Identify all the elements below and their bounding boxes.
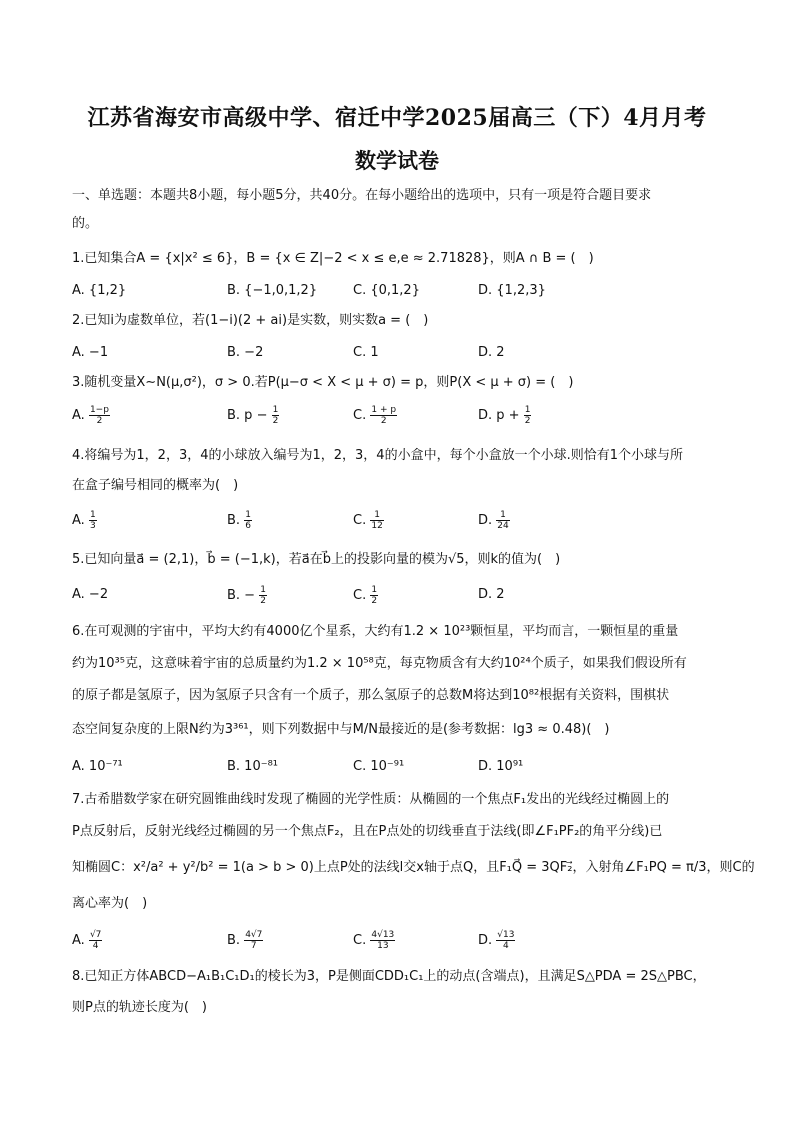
option-label: A. bbox=[72, 933, 85, 948]
question-5-stem: 5.已知向量a⃗ = (2,1)，b⃗ = (−1,k)，若a⃗在b⃗上的投影向量的模为√5，则k的值为( ) bbox=[72, 552, 561, 567]
fraction bbox=[272, 405, 280, 426]
fraction bbox=[89, 510, 97, 531]
page-subtitle: 数学试卷 bbox=[355, 148, 439, 173]
question-6-option-d: D. 10⁹¹ bbox=[478, 759, 524, 774]
option-label: B. p − bbox=[227, 408, 268, 423]
numerator: 4√7 bbox=[245, 930, 263, 940]
denominator: 4 bbox=[503, 941, 509, 951]
fraction bbox=[370, 585, 378, 606]
fraction bbox=[496, 930, 515, 951]
question-1-option-a: A. {1,2} bbox=[72, 283, 127, 298]
numerator: 1 + p bbox=[371, 405, 397, 415]
numerator: 1 bbox=[370, 510, 383, 521]
denominator: 24 bbox=[497, 521, 509, 531]
fraction bbox=[259, 585, 267, 606]
numerator: 1−p bbox=[89, 405, 109, 415]
option-label: B. bbox=[227, 513, 241, 528]
fraction bbox=[370, 510, 383, 531]
question-6-stem-line1: 6.在可观测的宇宙中，平均大约有4000亿个星系，大约有1.2 × 10²³颗恒星，平均而言，一颗恒星的重量 bbox=[72, 624, 679, 639]
fraction bbox=[89, 930, 102, 951]
denominator: 3 bbox=[89, 521, 96, 531]
question-7-stem-line1: 7.古希腊数学家在研究圆锥曲线时发现了椭圆的光学性质：从椭圆的一个焦点F₁发出的光线经过椭圆上的 bbox=[72, 792, 670, 807]
question-5-option-c bbox=[353, 585, 378, 606]
option-label: C. bbox=[353, 588, 367, 603]
question-1-option-d: D. {1,2,3} bbox=[478, 283, 546, 298]
denominator: 2 bbox=[371, 596, 378, 606]
option-label: C. bbox=[353, 408, 367, 423]
page-title: 江苏省海安市高级中学、宿迁中学2025届高三（下）4月月考 bbox=[87, 105, 707, 131]
option-label: A. bbox=[72, 513, 85, 528]
option-label: D. bbox=[478, 513, 493, 528]
denominator: 2 bbox=[260, 596, 266, 606]
question-6-option-a: A. 10⁻⁷¹ bbox=[72, 759, 123, 774]
option-label: B. − bbox=[227, 588, 256, 603]
fraction bbox=[89, 405, 110, 426]
numerator: 4√13 bbox=[371, 930, 395, 940]
denominator: 13 bbox=[377, 941, 389, 951]
question-4-stem-line1: 4.将编号为1，2，3，4的小球放入编号为1，2，3，4的小盒中，每个小盒放一个小球.则恰有1个小球与所 bbox=[72, 448, 683, 463]
fraction bbox=[370, 930, 395, 951]
option-label: C. bbox=[353, 513, 367, 528]
question-5-option-d: D. 2 bbox=[478, 587, 505, 602]
question-2-option-a: A. −1 bbox=[72, 345, 109, 360]
option-label: B. bbox=[227, 933, 241, 948]
numerator: 1 bbox=[524, 405, 531, 415]
numerator: 1 bbox=[260, 585, 266, 595]
section-heading-line1: 一、单选题：本题共8小题，每小题5分，共40分。在每小题给出的选项中，只有一项是符合题目要求 bbox=[72, 188, 652, 203]
question-2-option-c: C. 1 bbox=[353, 345, 379, 360]
numerator: 1 bbox=[272, 405, 279, 415]
numerator: 1 bbox=[89, 510, 96, 520]
option-label: D. p + bbox=[478, 408, 520, 423]
denominator: 2 bbox=[380, 416, 387, 426]
question-2-option-d: D. 2 bbox=[478, 345, 505, 360]
numerator: √13 bbox=[497, 930, 515, 940]
section-heading-line2: 的。 bbox=[72, 216, 99, 231]
fraction bbox=[370, 405, 397, 426]
question-4-option-c bbox=[353, 510, 384, 531]
question-7-stem-line3: 知椭圆C：x²/a² + y²/b² = 1(a > b > 0)上点P处的法线l交x轴于点Q，且F₁Q⃗ = 3QF₂⃗，入射角∠F₁PQ = π/3，则C的 bbox=[72, 860, 755, 875]
question-1-stem: 1.已知集合A = {x|x² ≤ 6}，B = {x ∈ Z|−2 < x ≤ e,e ≈ 2.71828}，则A ∩ B = ( ) bbox=[72, 251, 594, 266]
question-5-option-a: A. −2 bbox=[72, 587, 109, 602]
question-1-option-b: B. {−1,0,1,2} bbox=[227, 283, 318, 298]
question-6-stem-line2: 约为10³⁵克，这意味着宇宙的总质量约为1.2 × 10⁵⁸克，每克物质含有大约10²⁴个质子，如果我们假设所有 bbox=[72, 656, 687, 671]
denominator: 2 bbox=[96, 416, 103, 426]
question-5-option-b bbox=[227, 585, 267, 606]
question-3-stem: 3.随机变量X∼N(μ,σ²)，σ > 0.若P(μ−σ < X < μ + σ) = p，则P(X < μ + σ) = ( ) bbox=[72, 375, 574, 390]
question-4-stem-line2: 在盒子编号相同的概率为( ) bbox=[72, 478, 239, 493]
question-8-stem-line1: 8.已知正方体ABCD−A₁B₁C₁D₁的棱长为3，P是侧面CDD₁C₁上的动点(含端点)，且满足S△PDA = 2S△PBC， bbox=[72, 969, 706, 984]
denominator: 2 bbox=[272, 416, 279, 426]
question-3-option-c bbox=[353, 405, 397, 426]
question-4-option-a bbox=[72, 510, 97, 531]
question-7-option-c bbox=[353, 930, 395, 951]
question-7-option-b bbox=[227, 930, 263, 951]
question-4-option-d bbox=[478, 510, 510, 531]
fraction bbox=[244, 510, 252, 531]
fraction bbox=[244, 930, 263, 951]
question-7-option-a bbox=[72, 930, 102, 951]
fraction bbox=[496, 510, 509, 531]
option-label: D. bbox=[478, 933, 493, 948]
question-3-option-b bbox=[227, 405, 279, 426]
fraction bbox=[524, 405, 532, 426]
option-label: A. bbox=[72, 408, 85, 423]
numerator: 1 bbox=[371, 585, 378, 595]
numerator: 1 bbox=[245, 510, 251, 520]
question-8-stem-line2: 则P点的轨迹长度为( ) bbox=[72, 1000, 207, 1015]
question-2-stem: 2.已知i为虚数单位，若(1−i)(2 + ai)是实数，则实数a = ( ) bbox=[72, 313, 429, 328]
denominator: 4 bbox=[92, 941, 99, 951]
option-label: C. bbox=[353, 933, 367, 948]
question-3-option-d bbox=[478, 405, 531, 426]
question-6-stem-line3: 的原子都是氢原子，因为氢原子只含有一个质子，那么氢原子的总数M将达到10⁸²根据有关资料，围棋状 bbox=[72, 688, 670, 703]
numerator: √7 bbox=[89, 930, 102, 940]
question-6-stem-line4: 态空间复杂度的上限N约为3³⁶¹，则下列数据中与M/N最接近的是(参考数据：lg3 ≈ 0.48)( ) bbox=[72, 722, 610, 737]
denominator: 2 bbox=[524, 416, 531, 426]
question-3-option-a bbox=[72, 405, 110, 426]
question-7-stem-line2: P点反射后，反射光线经过椭圆的另一个焦点F₂，且在P点处的切线垂直于法线(即∠F₁PF₂的角平分线)已 bbox=[72, 824, 663, 839]
numerator: 1 bbox=[496, 510, 509, 521]
denominator: 6 bbox=[245, 521, 251, 531]
question-7-option-d bbox=[478, 930, 515, 951]
question-2-option-b: B. −2 bbox=[227, 345, 264, 360]
question-1-option-c: C. {0,1,2} bbox=[353, 283, 420, 298]
question-6-option-b: B. 10⁻⁸¹ bbox=[227, 759, 279, 774]
denominator: 12 bbox=[371, 521, 383, 531]
denominator: 7 bbox=[250, 941, 257, 951]
question-4-option-b bbox=[227, 510, 252, 531]
question-7-stem-line4: 离心率为( ) bbox=[72, 896, 148, 911]
question-6-option-c: C. 10⁻⁹¹ bbox=[353, 759, 405, 774]
